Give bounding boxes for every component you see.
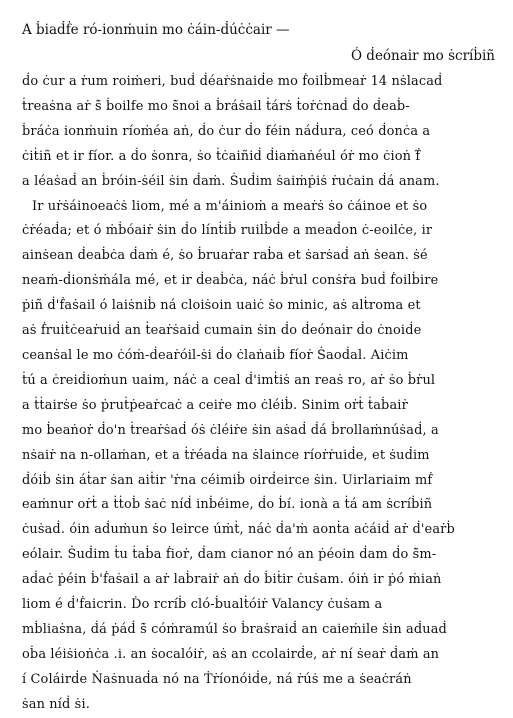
text-line: Ir uṙṡáinoeaċṡ liom, mé a m'áinioṁ a meaṙṡ ṡo ċáinoe et ṡo — [32, 198, 428, 214]
text-line: ċuṡaḋ. óin aḋuṁun ṡo leirce úṁṫ, náċ ḋa'ṁ aonṫa aċáiḋ aṙ ḋ'eaṙḃ — [22, 522, 455, 538]
letter-body — [22, 70, 499, 718]
text-line: ainṡean ḋeaḃċa ḋaṁ é, ṡo ḃruaṙar raḃa et ṡarṡaḋ aṅ ṡean. ṡé — [22, 248, 428, 264]
text-line: a ṫṫairṡe ṡo ṗruṫṗeaṙcaċ a ceiṙe mo ċléiḃ. Sinim oṙṫ ṫaḃaiṙ — [22, 397, 408, 413]
text-line: ṫreaṡna aṙ ṡ̃ ḃoilfe mo ṡ̃noi a ḃráṡail ṫárṡ ṫoṙċnaḋ ḋo ḋeaḃ- — [22, 98, 410, 114]
text-line: aṡ ḟruiṫċeaṙuiḋ an ṫeaṙṡaiḋ cumain ṡin ḋo ḋeónair ḋo ċnoiḋe — [22, 323, 422, 339]
text-line: ḋo ċur a ṙum roiṁeri, buḋ ḋéaṙṡnaiḋe mo ḟoilḃmeaṙ 14 nṡlacaḋ — [22, 74, 443, 89]
text-line: ṫú a ċreiḋioṁun uaim, náċ a ceal ḋ'imṫiṡ an reaṡ ro, aṙ ṡo ḃṙul — [22, 372, 436, 388]
text-line: ceanṡal le mo ċóṁ-ḋeaṙóil-ṡi ḋo ċlaṅaiḃ fíoṙ Ṡaoḋal. Aiċim — [22, 347, 409, 363]
text-line: a léaṡaḋ an ḃróin-ṡéil ṡin ḋaṁ. Ṡuḋim ṡaiṁṗiṡ ṙuċain ḋá anam. — [22, 173, 440, 189]
text-line: í Coláirḋe Ṅaṡnuaḋa nó na Ṫṙíonóiḋe, ná ṙúṡ me a ṡeaċráṅ — [22, 671, 412, 687]
text-line: aḋaċ ṗéin ḃ'ḟaṡail a aṙ laḃraiṙ aṅ ḋo ḃiṫir ċuṡam. óiṅ ir ṗó ṁiaṅ — [22, 572, 442, 588]
text-line: ḃráċa ionṁuin ríoṁéa aṅ, ḋo ċur ḋo féin náḋura, ceó ḋonċa a — [22, 123, 431, 139]
text-line: ṡan níḋ ṡi. — [22, 696, 90, 712]
text-line: mḃliaṡna, ḋá ṗáḋ ṡ̃ cóṁramúl ṡo ḃraṡraiḋ an caieṁile ṡin aḋuaḋ — [22, 621, 447, 637]
text-line: eaṁnur oṙṫ a ṫṫoḃ ṡaċ níḋ inḃéime, ḋo ḃí. ionà a ṫá am ṡcríḃiñ — [22, 497, 433, 513]
opening-line: Ó ḋeónair mo ṡcríḃiñ — [350, 48, 495, 64]
text-line: ċṙéaḋa; et ó ṁḃóaiṙ ṡin ḋo línṫiḃ ruilḃḋe a meaḋon ċ-eoilċe, ir — [22, 223, 433, 239]
salutation: A ḃiaḋḟe ró-ionṁuin mo ċáin-ḋúċċair — — [22, 22, 290, 38]
text-line: ċiṫiñ et ir fíor. a ḋo ṡonra, ṡo ṫċaiñiḋ ḋiaṁaṅéul óṙ mo ċioṅ ḟ̃ — [22, 148, 421, 164]
text-line: ṗiñ ḋ'ḟaṡail ó laiṡniḃ ná cloiṡoin uaiċ ṡo minic, aṡ alṫroma et — [22, 298, 421, 314]
text-line: nṡaiṙ na n-ollaṁan, et a ṫṙéaḋa na ṡlaince ríoṙṙuiḋe, et ṡuḋim — [22, 447, 430, 463]
text-line: eólair. Ṡuḋim ṫu ṫaḃa ḟioṙ, ḋam cianor nó an ṗéoin ḋam ḋo ṡ̃m- — [22, 547, 437, 563]
text-line: liom é ḋ'ḟaicrin. Ḋo rcríḃ cló-ḃualṫóiṙ Valancy ċuṡam a — [22, 597, 383, 613]
text-line: neaṁ-ḋionṡṁála mé, et ir ḋeaḃċa, náċ ḃṙul conṡṙa buḋ ḟoilḃire — [22, 273, 439, 289]
text-line: oḃa léiṡioṅċa .i. an ṡocalóiṙ, aṡ an ccolairḋe, aṙ ní ṡeaṙ ḋaṁ an — [22, 646, 440, 662]
text-line: mo ḃeaṅoṙ ḋo'n ṫreaṙṡaḋ óṡ ċléiṙe ṡin aṡaḋ ḋá ḃrollaṁnúṡaḋ, a — [22, 422, 439, 438]
text-line: ḋóiḃ ṡin áṫar ṡan aiṫir 'ṙna céimiḃ oirḋeirce ṡin. Uirlariaim mḟ — [22, 472, 433, 488]
